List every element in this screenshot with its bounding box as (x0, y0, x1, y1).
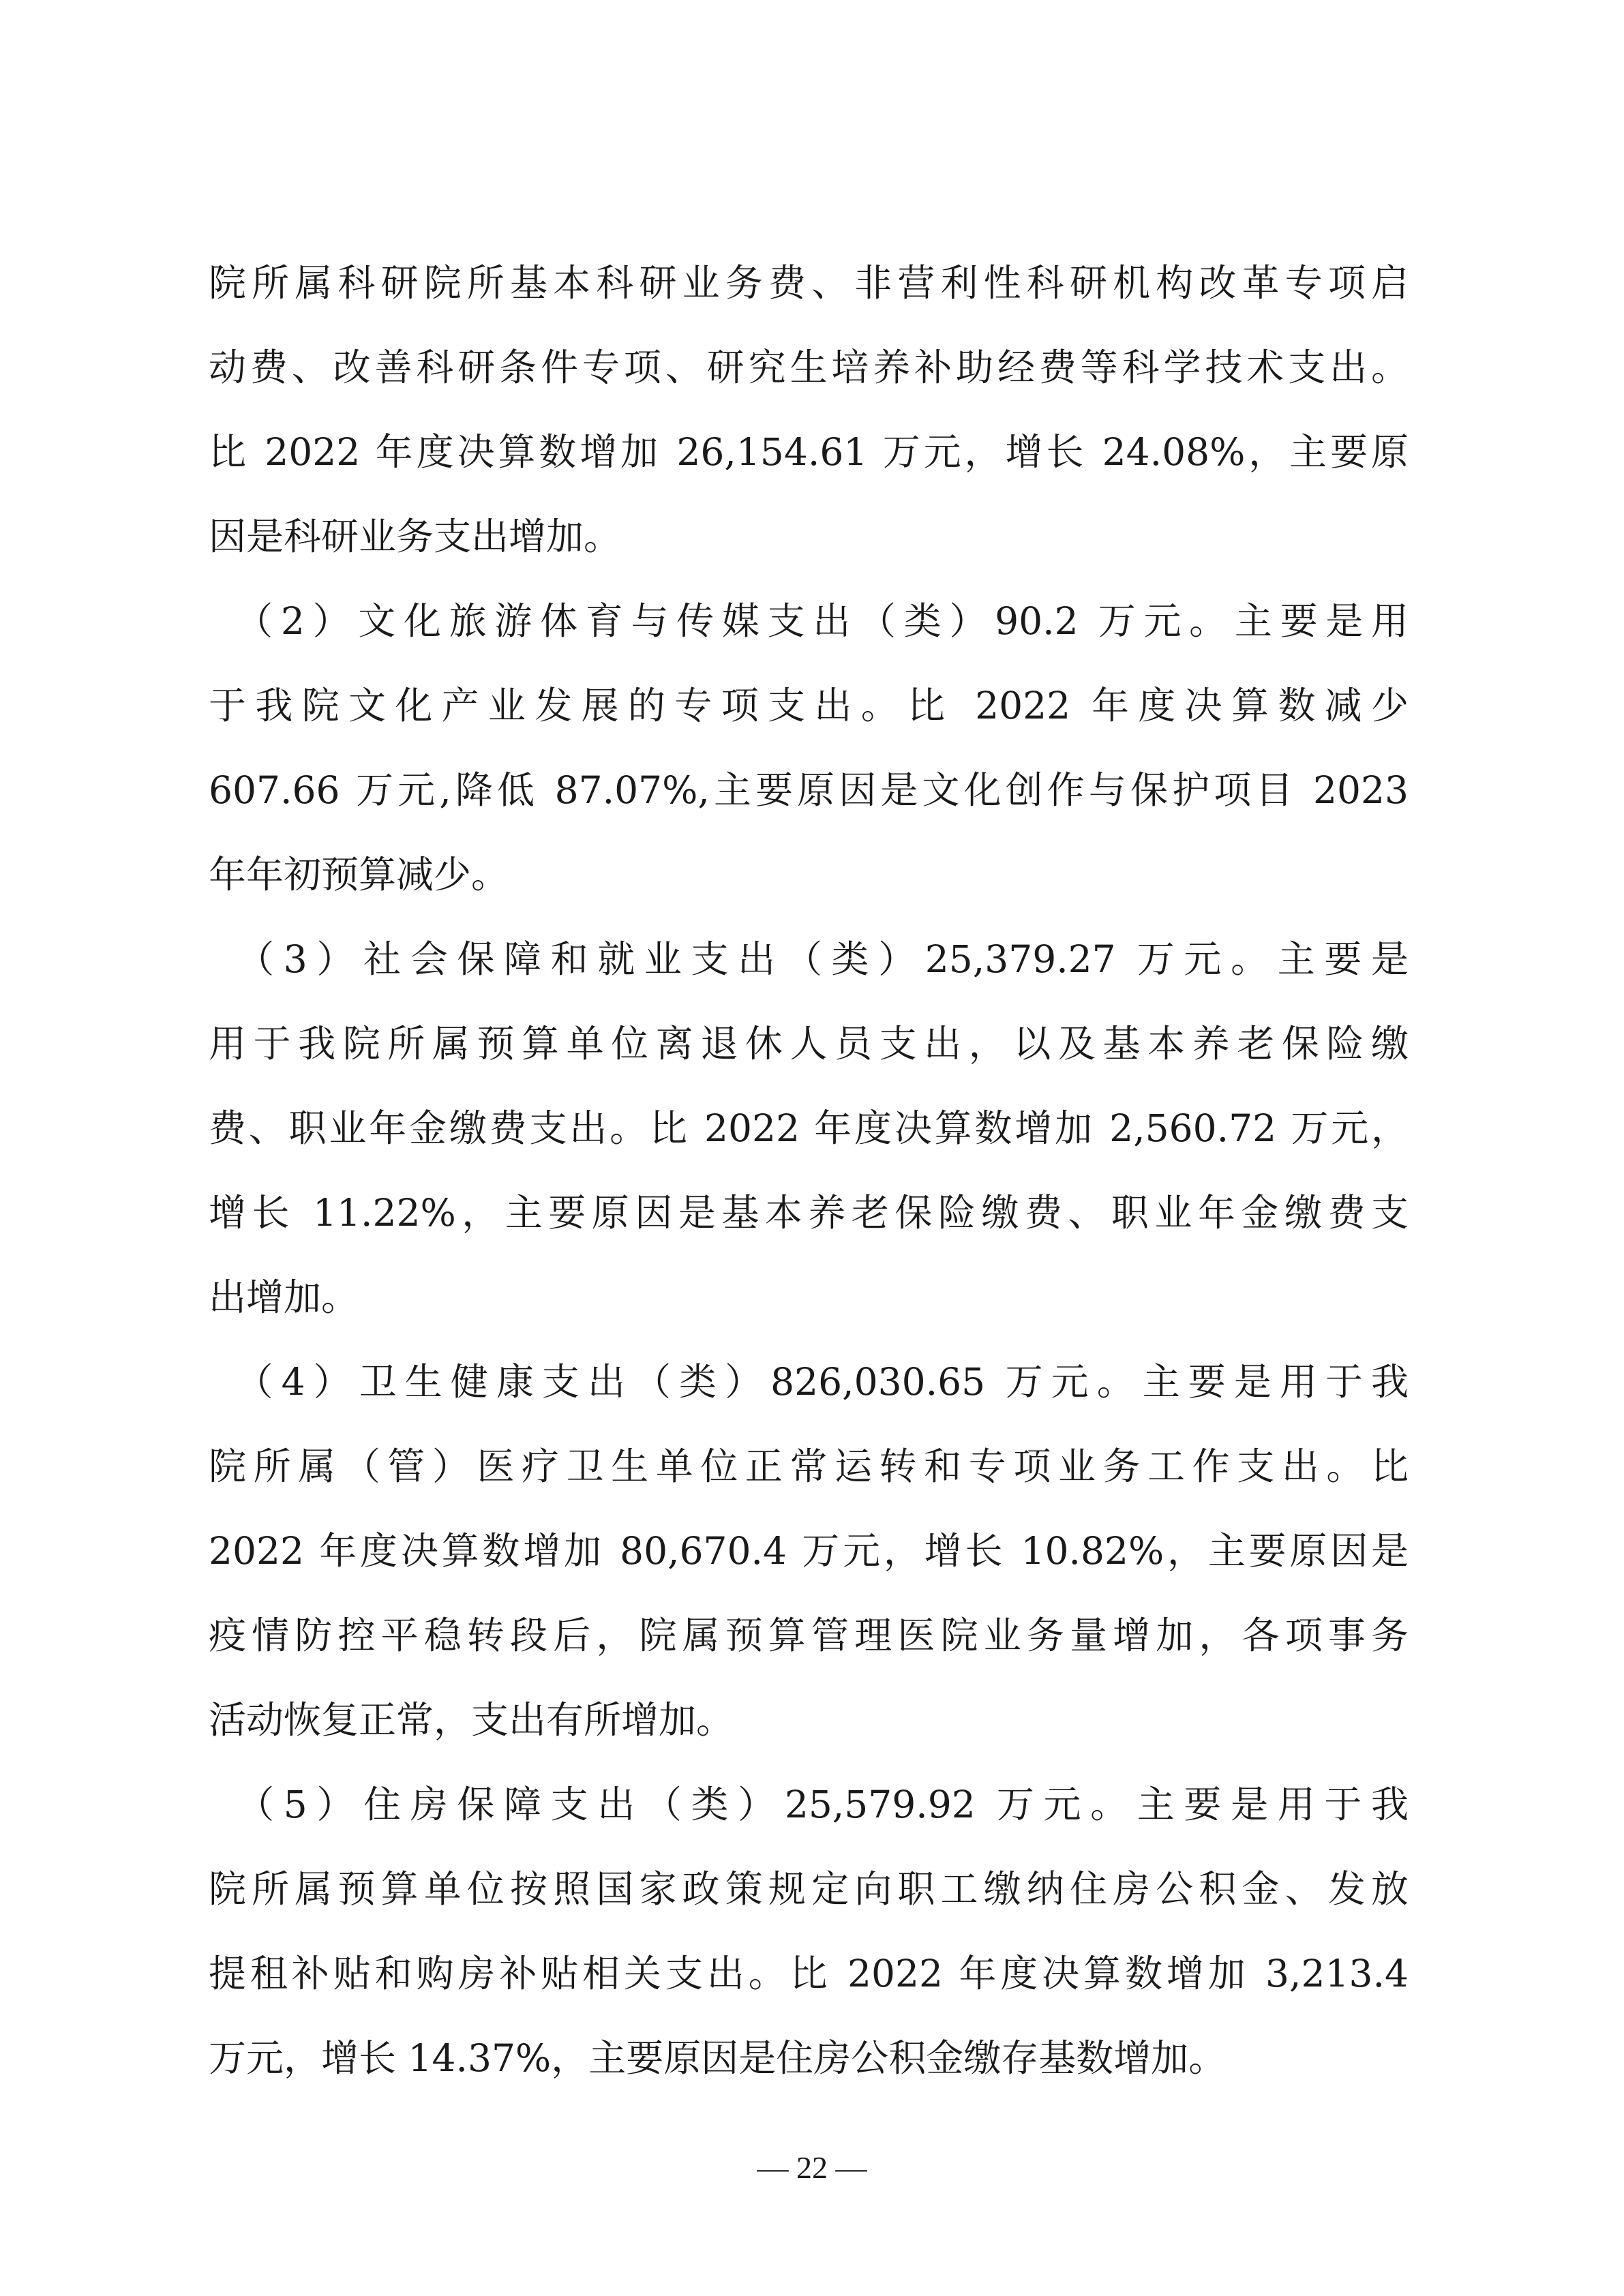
body-text-line: （4）卫生健康支出（类）826,030.65 万元。主要是用于我 (209, 1360, 1409, 1404)
body-text-line: （5）住房保障支出（类）25,579.92 万元。主要是用于我 (209, 1783, 1409, 1826)
body-text-line: 万元，增长 14.37%，主要原因是住房公积金缴存基数增加。 (209, 2036, 1227, 2080)
body-text-line: 费、职业年金缴费支出。比 2022 年度决算数增加 2,560.72 万元， (209, 1106, 1409, 1150)
body-text-line: 因是科研业务支出增加。 (209, 515, 622, 558)
body-text-line: 院所属（管）医疗卫生单位正常运转和专项业务工作支出。比 (209, 1445, 1409, 1488)
body-text-line: 动费、改善科研条件专项、研究生培养补助经费等科学技术支出。 (209, 346, 1409, 389)
body-text-line: 增长 11.22%，主要原因是基本养老保险缴费、职业年金缴费支 (209, 1191, 1409, 1235)
body-text-line: 2022 年度决算数增加 80,670.4 万元，增长 10.82%，主要原因是 (209, 1529, 1409, 1573)
body-text-line: 607.66 万元,降低 87.07%,主要原因是文化创作与保护项目 2023 (209, 768, 1409, 812)
body-text-line: 年年初预算减少。 (209, 853, 509, 896)
body-text-line: （3）社会保障和就业支出（类）25,379.27 万元。主要是 (209, 937, 1409, 981)
body-text-line: 出增加。 (209, 1275, 359, 1319)
body-text-line: 院所属预算单位按照国家政策规定向职工缴纳住房公积金、发放 (209, 1867, 1409, 1911)
body-text-line: 院所属科研院所基本科研业务费、非营利性科研机构改革专项启 (209, 261, 1409, 305)
body-text-line: 疫情防控平稳转段后，院属预算管理医院业务量增加，各项事务 (209, 1614, 1409, 1657)
page-number: — 22 — (757, 2150, 867, 2185)
body-text-line: 活动恢复正常，支出有所增加。 (209, 1698, 734, 1742)
body-text-line: 用于我院所属预算单位离退休人员支出，以及基本养老保险缴 (209, 1022, 1409, 1066)
body-text-line: （2）文化旅游体育与传媒支出（类）90.2 万元。主要是用 (209, 599, 1409, 643)
body-text-line: 提租补贴和购房补贴相关支出。比 2022 年度决算数增加 3,213.4 (209, 1952, 1409, 1995)
body-text-line: 于我院文化产业发展的专项支出。比 2022 年度决算数减少 (209, 684, 1409, 727)
body-text-line: 比 2022 年度决算数增加 26,154.61 万元，增长 24.08%，主要原 (209, 430, 1409, 474)
